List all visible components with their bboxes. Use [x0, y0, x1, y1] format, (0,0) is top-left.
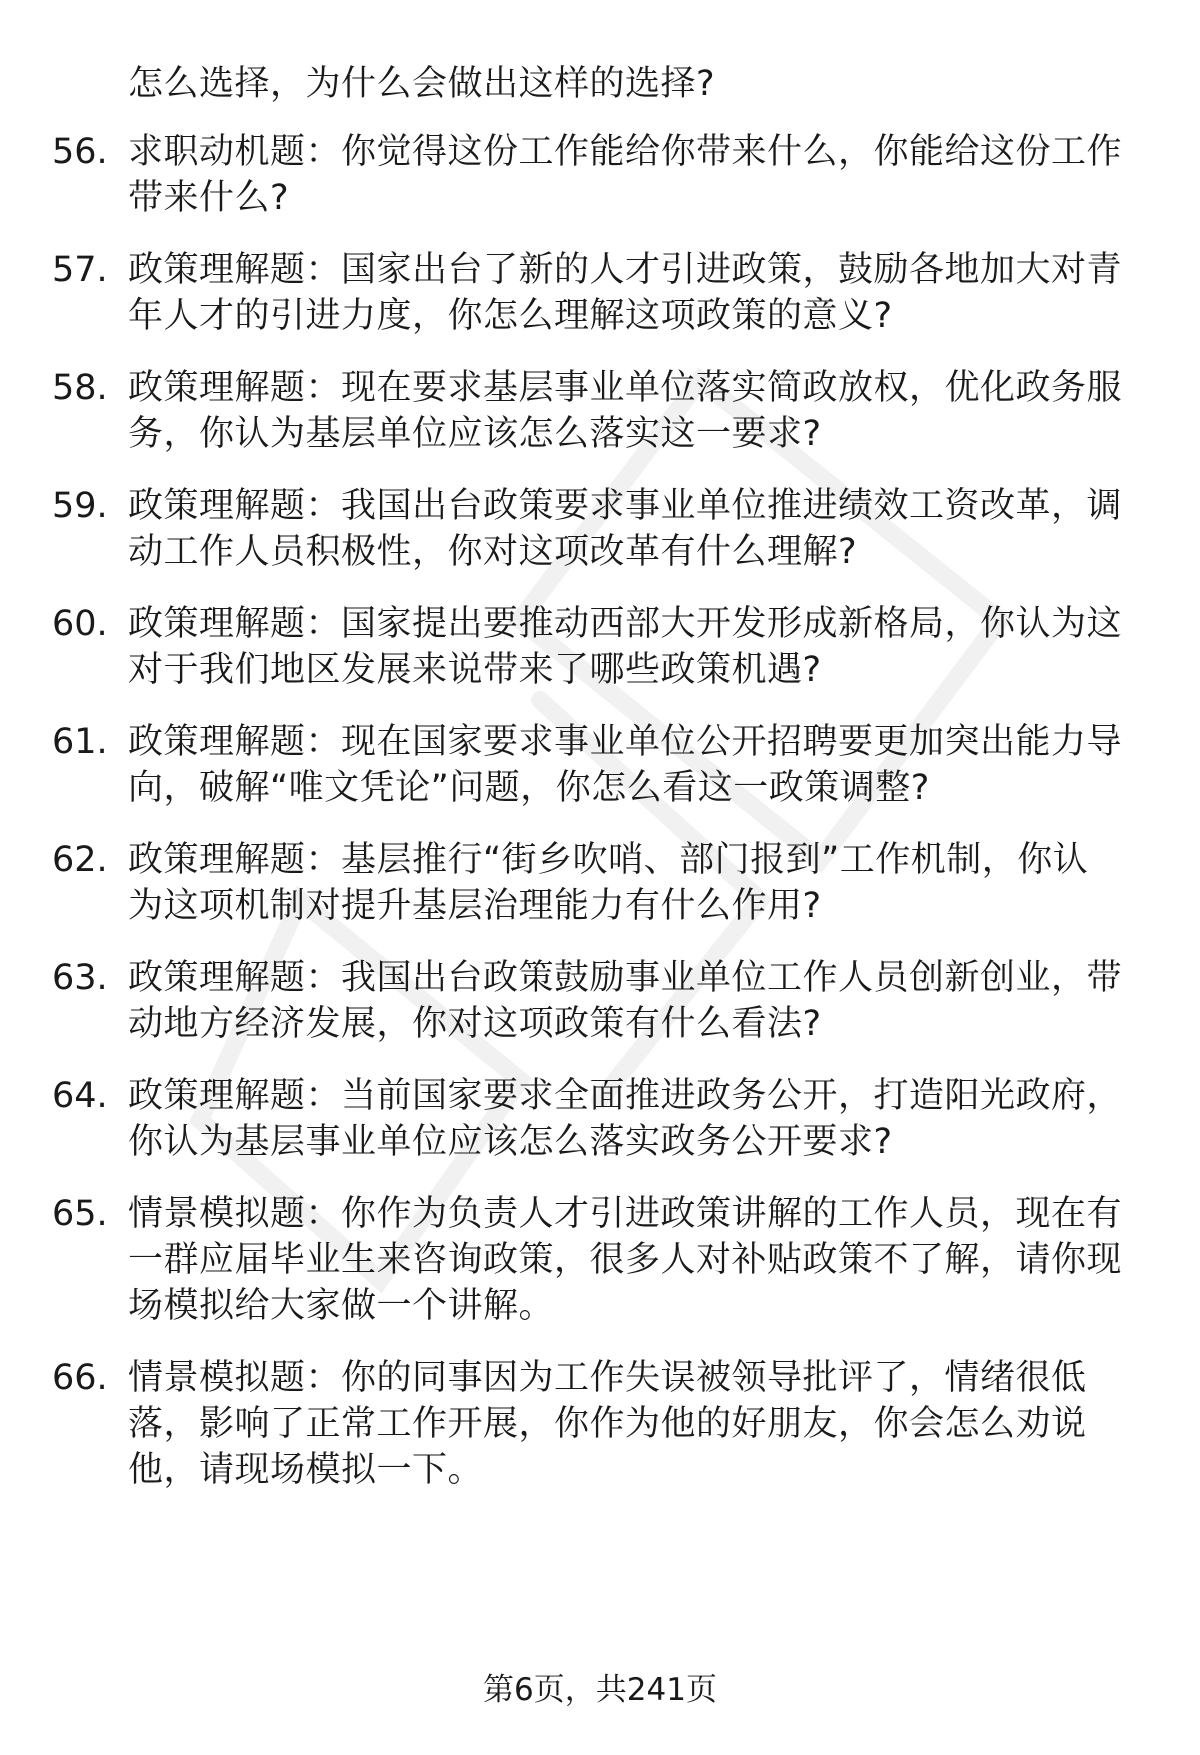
question-line: 务，你认为基层单位应该怎么落实这一要求? — [128, 414, 822, 454]
question-number: 66. — [52, 1358, 108, 1398]
question-line: 政策理解题：现在国家要求事业单位公开招聘要更加突出能力导 — [128, 722, 1123, 762]
question-line: 向，破解“唯文凭论”问题，你怎么看这一政策调整? — [128, 768, 930, 808]
question-line: 一群应届毕业生来咨询政策，很多人对补贴政策不了解，请你现 — [128, 1240, 1123, 1280]
question-line: 求职动机题：你觉得这份工作能给你带来什么，你能给这份工作 — [128, 132, 1123, 172]
question-line: 政策理解题：基层推行“街乡吹哨、部门报到”工作机制，你认 — [128, 840, 1089, 880]
question-line: 政策理解题：当前国家要求全面推进政务公开，打造阳光政府， — [128, 1076, 1123, 1116]
question-line: 场模拟给大家做一个讲解。 — [128, 1286, 555, 1326]
question-line: 政策理解题：国家出台了新的人才引进政策，鼓励各地加大对青 — [128, 250, 1123, 290]
question-line: 政策理解题：国家提出要推动西部大开发形成新格局，你认为这 — [128, 604, 1123, 644]
question-line: 他，请现场模拟一下。 — [128, 1450, 484, 1490]
question-line: 为这项机制对提升基层治理能力有什么作用? — [128, 886, 822, 926]
question-number: 56. — [52, 132, 108, 172]
question-number: 58. — [52, 368, 108, 408]
question-line: 动工作人员积极性，你对这项改革有什么理解? — [128, 532, 858, 572]
question-line: 年人才的引进力度，你怎么理解这项政策的意义? — [128, 296, 893, 336]
question-line: 你认为基层事业单位应该怎么落实政务公开要求? — [128, 1122, 893, 1162]
question-line: 政策理解题：我国出台政策鼓励事业单位工作人员创新创业，带 — [128, 958, 1123, 998]
question-line: 情景模拟题：你作为负责人才引进政策讲解的工作人员，现在有 — [128, 1194, 1123, 1234]
question-number: 60. — [52, 604, 108, 644]
question-number: 57. — [52, 250, 108, 290]
question-line: 落，影响了正常工作开展，你作为他的好朋友，你会怎么劝说 — [128, 1404, 1087, 1444]
question-line: 政策理解题：现在要求基层事业单位落实简政放权，优化政务服 — [128, 368, 1123, 408]
question-number: 64. — [52, 1076, 108, 1116]
continuation-line: 怎么选择，为什么会做出这样的选择? — [128, 64, 716, 104]
question-line: 情景模拟题：你的同事因为工作失误被领导批评了，情绪很低 — [128, 1358, 1087, 1398]
question-number: 65. — [52, 1194, 108, 1234]
question-line: 对于我们地区发展来说带来了哪些政策机遇? — [128, 650, 822, 690]
page-number: 第6页，共241页 — [483, 1672, 717, 1708]
question-line: 带来什么? — [128, 178, 290, 218]
question-number: 59. — [52, 486, 108, 526]
question-line: 政策理解题：我国出台政策要求事业单位推进绩效工资改革，调 — [128, 486, 1123, 526]
question-number: 61. — [52, 722, 108, 762]
question-number: 63. — [52, 958, 108, 998]
question-line: 动地方经济发展，你对这项政策有什么看法? — [128, 1004, 822, 1044]
question-number: 62. — [52, 840, 108, 880]
